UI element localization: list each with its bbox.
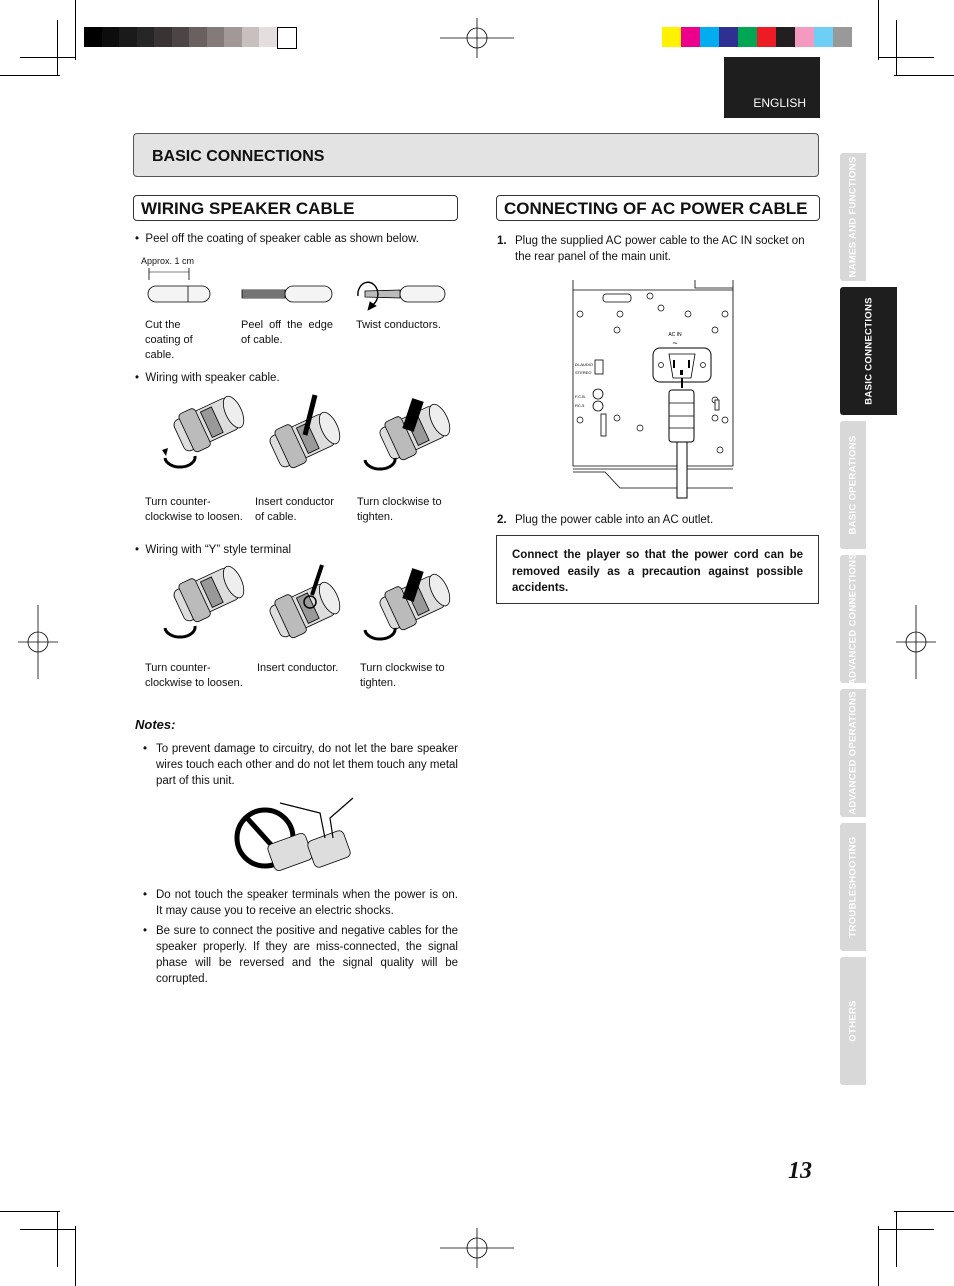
speaker-caption-2: Insert conductor of cable. [255, 496, 334, 523]
tab-basic-connections[interactable]: BASIC CONNECTIONS [840, 287, 897, 415]
wiring-bullet-2: • Wiring with speaker cable. [135, 372, 280, 384]
panel-label-4: RC-5 [575, 403, 585, 408]
page-number: 13 [788, 1158, 812, 1184]
color-swatch [681, 27, 700, 47]
gray-swatch [277, 27, 297, 49]
wiring-title-box [133, 195, 458, 221]
caution-box [496, 535, 819, 604]
y-terminal-illustrations [140, 560, 460, 660]
color-swatch [738, 27, 757, 47]
color-swatch [833, 27, 852, 47]
tab-others[interactable]: OTHERS [840, 957, 866, 1085]
y-caption-2: Insert conductor. [257, 662, 339, 674]
svg-text:~: ~ [672, 338, 678, 348]
approx-label: Approx. 1 cm [141, 256, 195, 266]
cable-strip-illustration [140, 266, 450, 316]
section-header [133, 133, 819, 177]
gray-swatch [102, 27, 120, 47]
panel-label-1: DI-AUDIO [575, 362, 593, 367]
tab-advanced-connections[interactable]: ADVANCED CONNECTIONS [840, 555, 866, 683]
language-label: ENGLISH [753, 96, 806, 110]
gray-swatch [259, 27, 277, 47]
ac-power-title: CONNECTING OF AC POWER CABLE [504, 199, 808, 218]
cable-caption-3: Twist conductors. [356, 319, 441, 331]
prohibited-wires-illustration [235, 793, 360, 878]
gray-swatch [84, 27, 102, 47]
language-tab [724, 57, 820, 118]
gray-swatch [189, 27, 207, 47]
note-item-2: • Do not touch the speaker terminals when the power is on. It may cause you to receive an electric shocks. [143, 889, 458, 917]
tab-basic-operations[interactable]: BASIC OPERATIONS [840, 421, 866, 549]
gray-swatch [154, 27, 172, 47]
y-caption-3: Turn clockwise to tighten. [360, 662, 445, 689]
tab-names-and-functions[interactable]: NAMES AND FUNCTIONS [840, 153, 866, 281]
gray-swatch [224, 27, 242, 47]
color-swatch [776, 27, 795, 47]
panel-label-2: STEREO [575, 370, 592, 375]
speaker-caption-1: Turn counter-clockwise to loosen. [145, 496, 243, 523]
color-swatch [795, 27, 814, 47]
tab-troubleshooting[interactable]: TROUBLESHOOTING [840, 823, 866, 951]
speaker-caption-3: Turn clockwise to tighten. [357, 496, 442, 523]
note-item-1: • To prevent damage to circuitry, do not let the bare speaker wires touch each other and do not let them touch any metal part of this unit. [143, 743, 458, 787]
color-swatch [662, 27, 681, 47]
gray-swatch [242, 27, 260, 47]
ac-step-2: 2. Plug the power cable into an AC outlet. [497, 514, 714, 526]
gray-swatch [207, 27, 225, 47]
color-swatch [700, 27, 719, 47]
section-header-title: BASIC CONNECTIONS [152, 148, 325, 165]
ac-in-label: AC IN [668, 332, 682, 338]
wiring-bullet-3: • Wiring with “Y” style terminal [135, 544, 292, 556]
cable-caption-1: Cut the coating of cable. [145, 319, 193, 361]
color-swatch [757, 27, 776, 47]
tab-advanced-operations[interactable]: ADVANCED OPERATIONS [840, 689, 866, 817]
color-swatch [814, 27, 833, 47]
gray-swatch [172, 27, 190, 47]
gray-swatch [137, 27, 155, 47]
speaker-terminal-illustrations [140, 390, 460, 495]
ac-step-1: 1. Plug the supplied AC power cable to the AC IN socket on the rear panel of the main unit. [497, 235, 805, 263]
note-item-3: • Be sure to connect the positive and negative cables for the speaker properly. If they are miss-connected, the signal phase will be reversed and the signal quality will be corrupted. [143, 925, 458, 985]
panel-label-3: F.C.B. [575, 394, 586, 399]
y-caption-1: Turn counter-clockwise to loosen. [145, 662, 243, 689]
caution-text: Connect the player so that the power cord can be removed easily as a precaution against possible accidents. [512, 549, 803, 594]
wiring-bullet-1: • Peel off the coating of speaker cable as shown below. [135, 233, 419, 245]
rear-panel-illustration [565, 278, 745, 498]
color-swatch [719, 27, 738, 47]
ac-power-title-box [496, 195, 820, 221]
gray-swatch [119, 27, 137, 47]
cable-caption-2: Peel off the edge of cable. [241, 319, 333, 346]
wiring-title: WIRING SPEAKER CABLE [141, 199, 355, 218]
notes-title: Notes: [135, 717, 176, 732]
